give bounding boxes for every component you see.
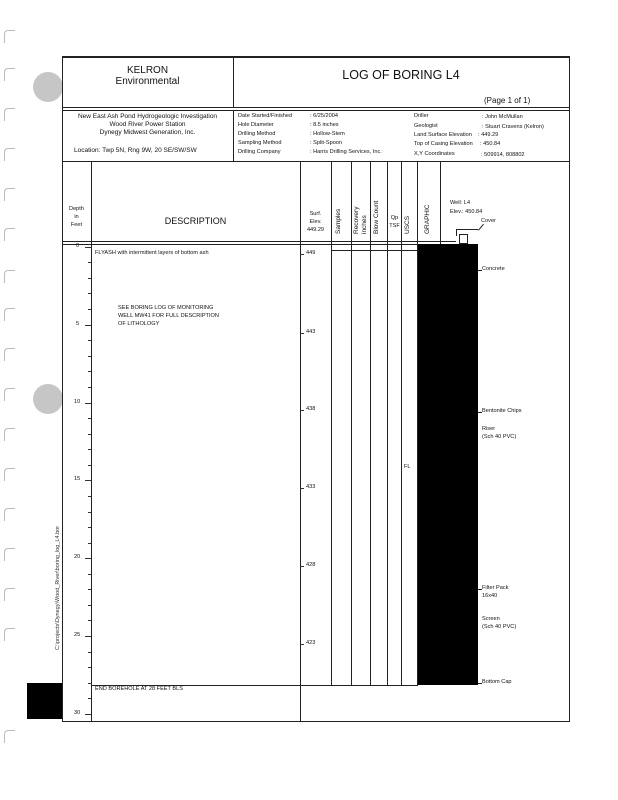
elev-header: Surf. <box>309 211 322 217</box>
punch-hole <box>33 384 63 414</box>
well-cover-top <box>456 229 478 230</box>
screen-label: Screen <box>482 616 500 622</box>
drill-value: : 6/25/2004 <box>310 113 338 119</box>
crew-label: Top of Casing Elevation <box>414 141 473 147</box>
header-divider <box>233 56 234 108</box>
binder-mark <box>4 148 15 161</box>
frame-bottom <box>62 721 570 722</box>
binder-mark <box>4 228 15 241</box>
drill-value: : 8.5 inches <box>310 122 339 128</box>
scan-artifact <box>27 683 63 719</box>
depth-tick <box>88 387 91 388</box>
lithology-description: FLYASH with intermittent layers of bottom ash <box>95 250 209 256</box>
uscs-header: USCS <box>404 215 411 234</box>
depth-tick <box>88 340 91 341</box>
binder-mark <box>4 428 15 441</box>
well-casing-top <box>459 234 468 244</box>
col-header-rule <box>62 241 456 242</box>
depth-tick <box>88 309 91 310</box>
lithology-note: SEE BORING LOG OF MONITORING <box>118 305 214 311</box>
drill-label: Drilling Method <box>238 131 276 137</box>
well-cover-side <box>456 229 457 236</box>
depth-label: 25 <box>74 632 81 638</box>
concrete-label: Concrete <box>482 266 505 272</box>
binder-mark <box>4 388 15 401</box>
binder-mark <box>4 270 15 283</box>
binder-mark <box>4 188 15 201</box>
description-header: DESCRIPTION <box>164 216 227 226</box>
depth-tick <box>85 714 91 715</box>
file-path: C:\projects\Dynegy\Wood_River\boring_log_L4.bor <box>55 525 61 650</box>
lithology-note: WELL MW41 FOR FULL DESCRIPTION <box>118 313 219 319</box>
depth-tick <box>88 543 91 544</box>
depth-tick <box>88 652 91 653</box>
depth-tick <box>88 496 91 497</box>
elevation-value: 438 <box>306 406 316 412</box>
crew-label: Driller <box>414 113 429 119</box>
page-indicator: (Page 1 of 1) <box>484 96 531 105</box>
col-line-blow <box>387 161 388 686</box>
depth-header: Depth <box>69 206 84 212</box>
project-name: New East Ash Pond Hydrogeologic Investigation <box>77 113 218 120</box>
recovery-header: Recovery <box>353 206 360 234</box>
frame-left <box>62 56 63 722</box>
binder-mark <box>4 468 15 481</box>
depth-tick <box>88 293 91 294</box>
binder-mark <box>4 68 15 81</box>
col-header-rule-2 <box>62 244 456 245</box>
binder-mark <box>4 30 15 43</box>
depth-tick <box>85 636 91 637</box>
crew-value: : 509914, 808802 <box>481 152 525 158</box>
depth-tick <box>85 247 91 248</box>
crew-value: : John McMullan <box>482 114 523 120</box>
col-line-recovery <box>370 161 371 686</box>
depth-tick <box>88 278 91 279</box>
depth-label: 0 <box>76 243 80 249</box>
crew-value: : 449.29 <box>478 132 499 138</box>
depth-tick <box>85 480 91 481</box>
bottom-cap-label: Bottom Cap <box>482 679 512 685</box>
elevation-value: 443 <box>306 329 316 335</box>
binder-mark <box>4 628 15 641</box>
depth-label: 15 <box>74 476 81 482</box>
binder-mark <box>4 508 15 521</box>
binder-mark <box>4 308 15 321</box>
drill-label: Drilling Company <box>238 149 281 155</box>
depth-header: Feet <box>70 222 83 228</box>
depth-label: 10 <box>74 399 81 405</box>
col-line-desc <box>300 161 301 721</box>
log-title: LOG OF BORING L4 <box>342 68 460 82</box>
depth-tick <box>88 418 91 419</box>
col-line-samples <box>351 161 352 686</box>
uscs-code: FL <box>404 464 411 470</box>
elev-tick <box>300 566 304 567</box>
end-of-borehole: END BOREHOLE AT 28 FEET BLS <box>95 686 183 692</box>
header-rule <box>62 107 570 108</box>
depth-tick <box>88 698 91 699</box>
binder-mark <box>4 730 15 743</box>
blow-count-header: Blow Count <box>373 200 380 234</box>
info-divider <box>233 110 234 162</box>
depth-tick <box>88 527 91 528</box>
depth-tick <box>88 620 91 621</box>
project-station: Wood River Power Station <box>109 121 186 128</box>
bentonite-label: Bentonite Chips <box>482 408 522 414</box>
depth-label: 30 <box>74 710 81 716</box>
elev-tick <box>300 254 304 255</box>
col-line-depth <box>91 161 92 721</box>
binder-mark <box>4 348 15 361</box>
crew-label: Land Surface Elevation <box>414 132 472 138</box>
samples-header: Samples <box>335 208 342 234</box>
company-name: KELRON <box>126 65 169 76</box>
filter-pack-label: Filter Pack <box>482 585 509 591</box>
lithology-note: OF LITHOLOGY <box>118 321 160 327</box>
depth-tick <box>88 449 91 450</box>
elevation-value: 423 <box>306 640 316 646</box>
elev-tick <box>300 644 304 645</box>
drill-label: Sampling Method <box>238 140 282 146</box>
info-rule <box>62 161 570 162</box>
project-client: Dynegy Midwest Generation, Inc. <box>99 129 196 136</box>
elev-header: Elev. <box>309 219 322 225</box>
depth-tick <box>88 434 91 435</box>
elevation-value: 433 <box>306 484 316 490</box>
depth-tick <box>88 356 91 357</box>
depth-tick <box>88 667 91 668</box>
riser-label: Riser <box>482 426 496 432</box>
crew-value: : 450.84 <box>480 141 501 147</box>
graphic-fill <box>418 244 478 685</box>
data-top-rule <box>331 250 417 251</box>
depth-tick <box>85 403 91 404</box>
well-cover-pointer <box>478 224 484 231</box>
project-location: Location: Twp 5N, Rng 9W, 20 SE/SW/SW <box>74 147 197 154</box>
binder-mark <box>4 588 15 601</box>
drill-value: : Harris Drilling Services, Inc. <box>310 149 382 155</box>
depth-tick <box>88 465 91 466</box>
filter-pack-label: 16x40 <box>482 593 498 599</box>
col-line-qp <box>401 161 402 686</box>
depth-header: in <box>74 214 79 220</box>
elevation-value: 428 <box>306 562 316 568</box>
elevation-value: 449 <box>306 250 316 256</box>
well-cover-label: Cover <box>481 218 496 224</box>
depth-label: 5 <box>76 321 80 327</box>
depth-tick <box>88 683 91 684</box>
crew-value: : Stuart Cravens (Kelron) <box>482 124 544 130</box>
depth-label: 20 <box>74 554 81 560</box>
drill-label: Date Started/Finished <box>238 113 293 119</box>
screen-label: (Sch 40 PVC) <box>482 624 517 630</box>
recovery-header: inches <box>361 215 368 234</box>
depth-tick <box>85 325 91 326</box>
header-rule-2 <box>62 110 570 111</box>
binder-mark <box>4 108 15 121</box>
col-line-graphic <box>440 161 441 244</box>
drill-value: : Hollow-Stem <box>310 131 345 137</box>
elev-tick <box>300 488 304 489</box>
qp-header: Qp <box>390 215 399 221</box>
elev-header: 449.29 <box>306 227 325 233</box>
depth-tick <box>88 262 91 263</box>
riser-label: (Sch 40 PVC) <box>482 434 517 440</box>
graphic-header: GRAPHIC <box>424 204 431 234</box>
frame-right <box>569 56 570 722</box>
binder-mark <box>4 548 15 561</box>
depth-tick <box>88 371 91 372</box>
qp-header: TSF <box>389 223 400 229</box>
depth-tick <box>88 589 91 590</box>
company-subtitle: Environmental <box>115 76 180 87</box>
crew-label: Geologist <box>414 123 438 129</box>
elev-tick <box>300 333 304 334</box>
frame-top <box>62 56 570 58</box>
drill-value: : Split-Spoon <box>310 140 343 146</box>
well-name: Well: L4 <box>450 200 471 206</box>
elev-tick <box>300 410 304 411</box>
punch-hole <box>33 72 63 102</box>
drill-label: Hole Diameter <box>238 122 274 128</box>
well-elevation: Elev.: 450.84 <box>450 209 483 215</box>
col-line-elev <box>331 161 332 686</box>
crew-label: X,Y Coordinates <box>414 151 455 157</box>
depth-tick <box>88 574 91 575</box>
depth-tick <box>88 512 91 513</box>
depth-tick <box>85 558 91 559</box>
depth-tick <box>88 605 91 606</box>
